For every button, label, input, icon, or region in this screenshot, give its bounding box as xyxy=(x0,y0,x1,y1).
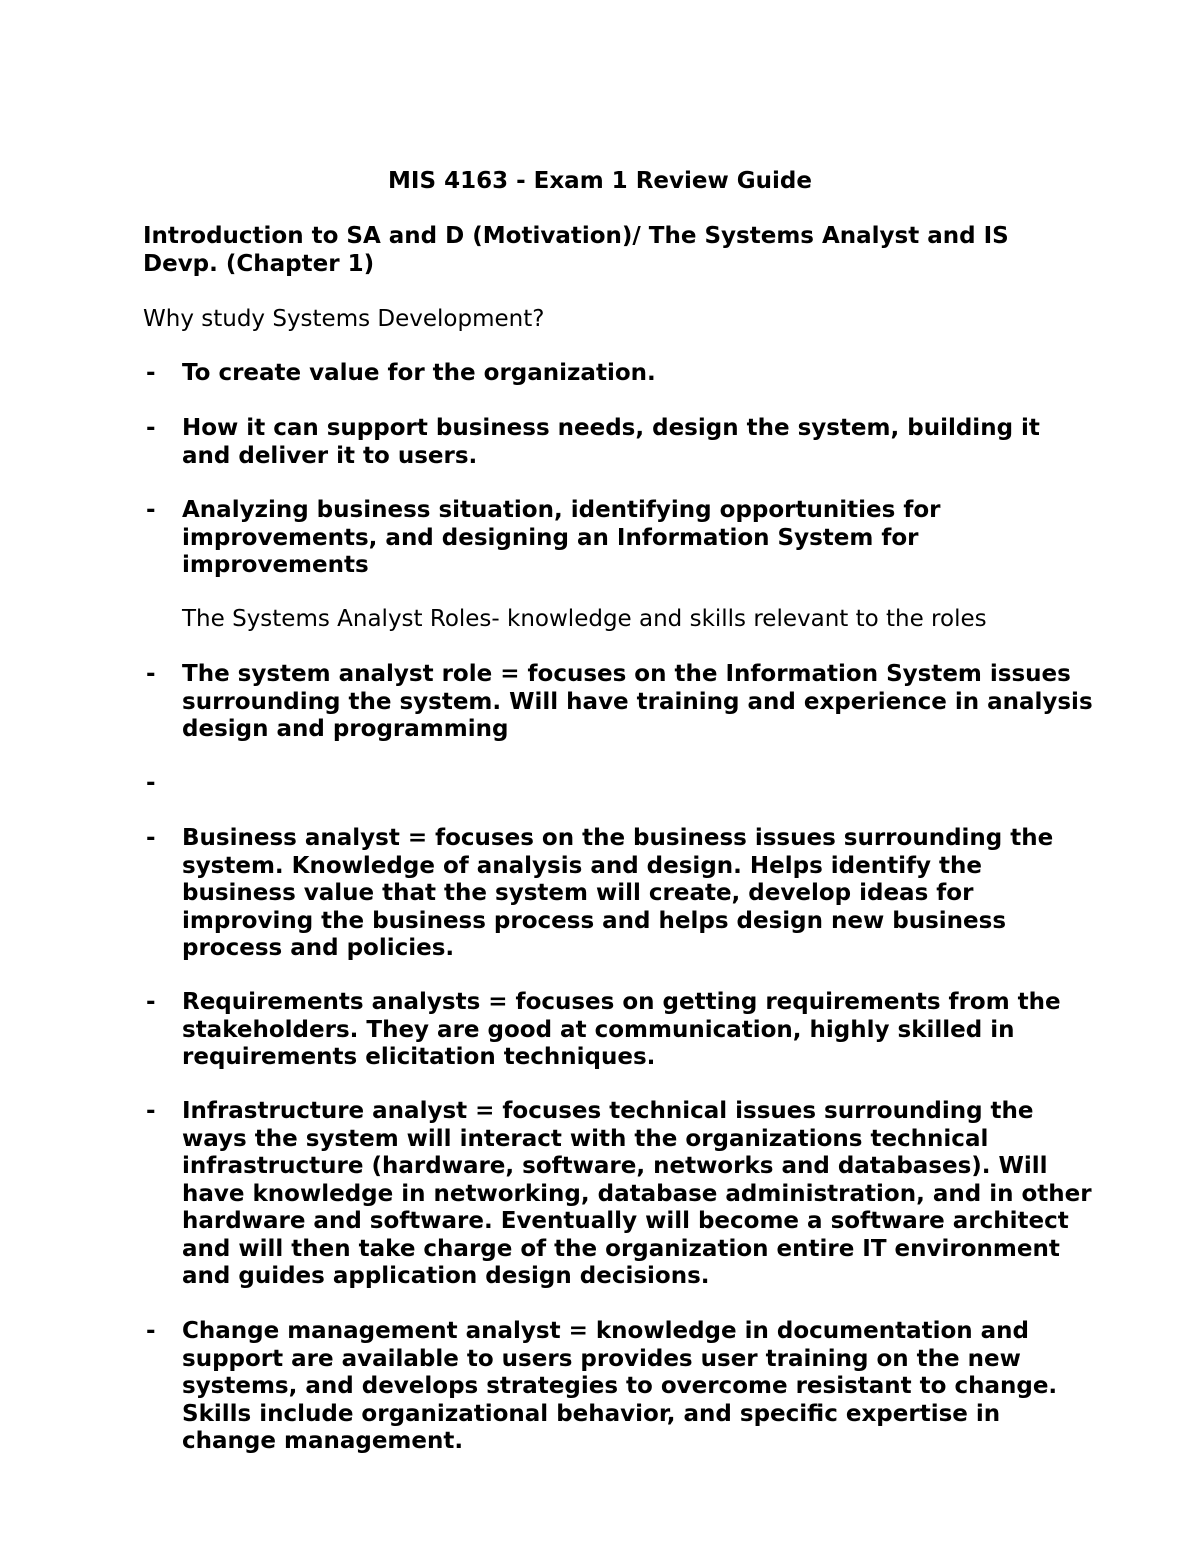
list-item-text: How it can support business needs, design the system, building it and deliver it to users. xyxy=(182,415,1040,469)
list-item xyxy=(143,497,1093,580)
bullet-dash: - xyxy=(146,989,156,1015)
list-item xyxy=(143,415,1093,470)
list-item-text: The system analyst role = focuses on the Information System issues surrounding the system. Will have training and experience in analysis design and programming xyxy=(182,661,1093,742)
list-item-text: Analyzing business situation, identifying opportunities for improvements, and designing an Information System for improvements xyxy=(182,497,941,578)
list-item-text: Infrastructure analyst = focuses technical issues surrounding the ways the system will interact with the organizations technical infrastructure (hardware, software, networks and databases). Will have knowledge in networking, database administration, and in other hardware and software. Eventually will become a software architect and will then take charge of the organization entire IT environment and guides application design decisions. xyxy=(182,1098,1092,1289)
list-item xyxy=(143,825,1093,963)
list-item xyxy=(143,360,1093,388)
bullet-dash: - xyxy=(146,661,156,687)
list-item-text: To create value for the organization. xyxy=(182,360,656,386)
bullet-dash: - xyxy=(146,415,156,441)
bullet-dash: - xyxy=(146,497,156,523)
list-item xyxy=(143,661,1093,744)
bullet-dash: - xyxy=(146,360,156,386)
list-item xyxy=(143,1098,1093,1291)
roles-subheading: The Systems Analyst Roles- knowledge and skills relevant to the roles xyxy=(182,606,987,632)
list-item xyxy=(143,1318,1093,1456)
bullet-dash: - xyxy=(146,825,156,851)
section-heading: Introduction to SA and D (Motivation)/ The Systems Analyst and IS Devp. (Chapter 1) xyxy=(143,223,1009,277)
list-item-text: Change management analyst = knowledge in documentation and support are available to users provides user training on the new systems, and develops strategies to overcome resistant to change. Skills include organizational behavior, and specific expertise in change management. xyxy=(182,1318,1058,1454)
list-item-text: Requirements analysts = focuses on getting requirements from the stakeholders. They are good at communication, highly skilled in requirements elicitation techniques. xyxy=(182,989,1061,1070)
bullet-dash: - xyxy=(146,1318,156,1344)
bullet-dash: - xyxy=(146,1098,156,1124)
bullet-dash: - xyxy=(146,770,156,796)
list-item-text: Business analyst = focuses on the business issues surrounding the system. Knowledge of analysis and design. Helps identify the business value that the system will create, develop ideas for improving the business process and helps design new business process and policies. xyxy=(182,825,1054,961)
list-item xyxy=(143,989,1093,1072)
document-title: MIS 4163 - Exam 1 Review Guide xyxy=(388,168,812,194)
question-text: Why study Systems Development? xyxy=(143,306,545,332)
